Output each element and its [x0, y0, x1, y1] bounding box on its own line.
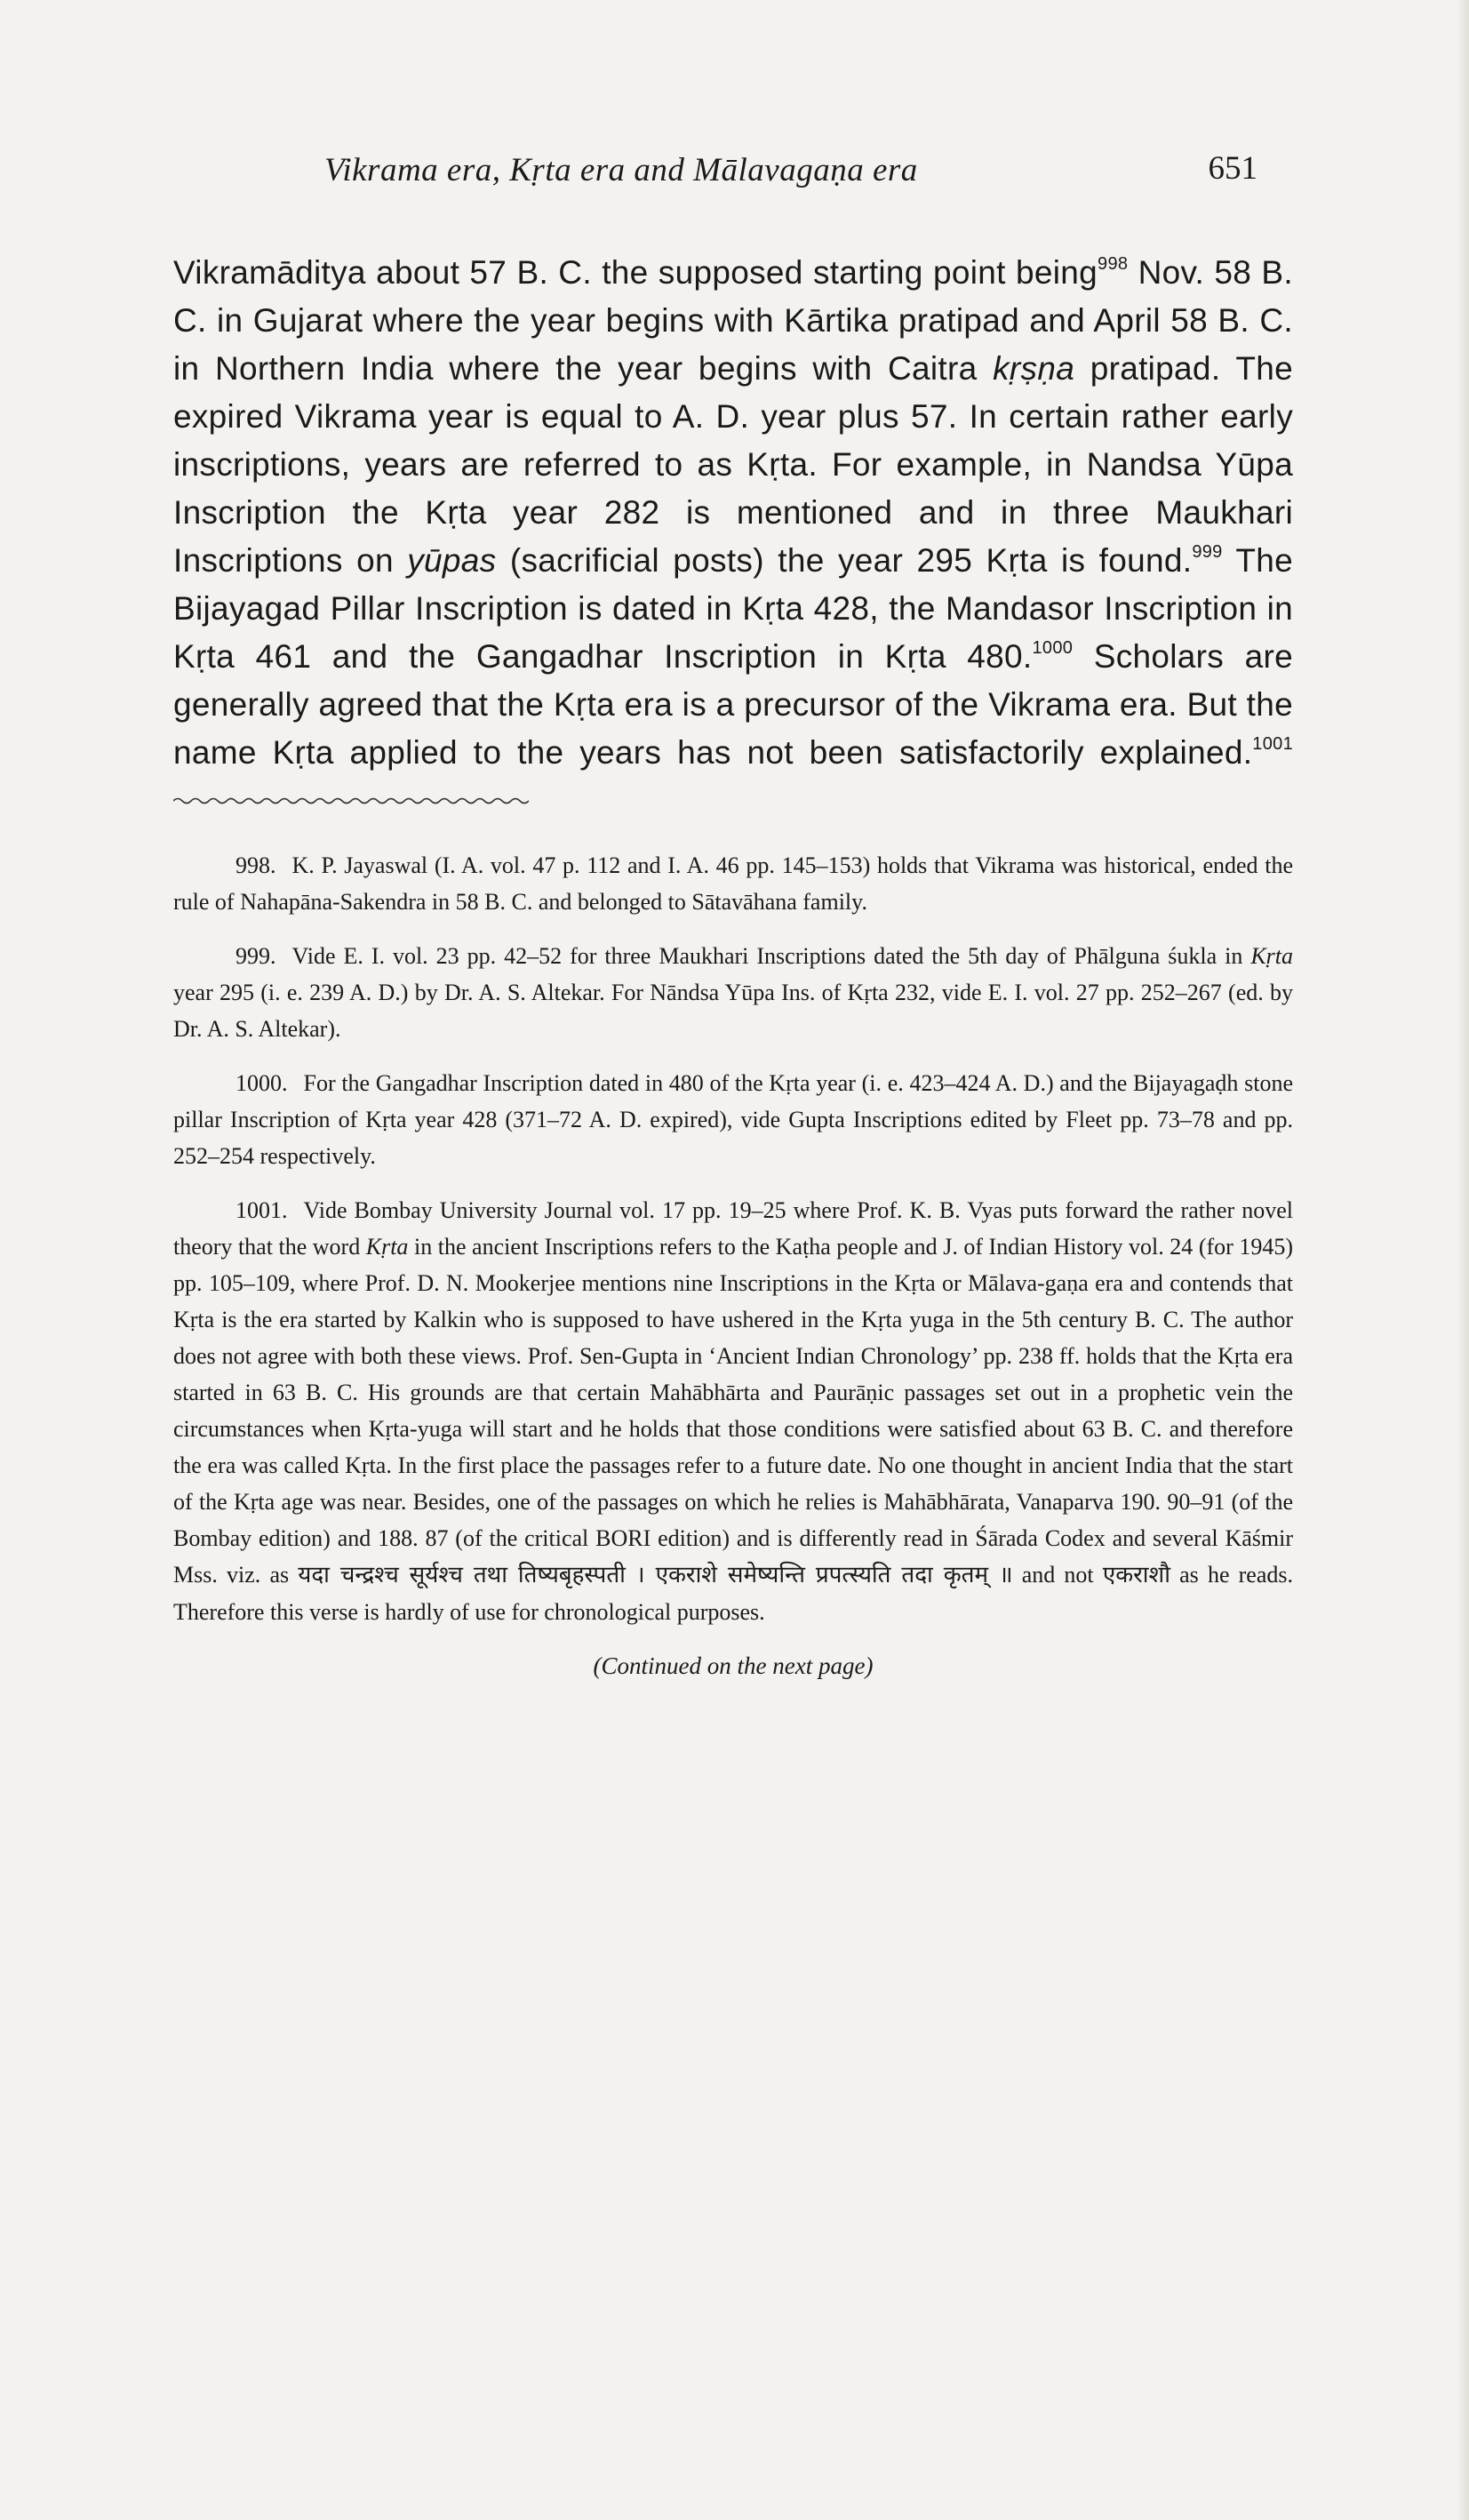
footnote-text: For the Gangadhar Inscription dated in 480 of the Kṛta year (i. e. 423–424 A. D.) and the Bijayagaḍh stone pillar Inscription of Kṛta year 428 (371–72 A. D. expired), vide Gupta Inscriptions edited by Fleet pp. 73–78 and pp. 252–254 respectively. [173, 1070, 1293, 1169]
page [173, 142, 1293, 1684]
continued-note: (Continued on the next page) [593, 1652, 874, 1679]
footnote-number: 1000. [236, 1070, 288, 1096]
footnote-divider [173, 796, 529, 805]
footnote-number: 1001. [236, 1197, 288, 1223]
body-text-2: Nov. 58 B. C. in Gujarat where the year begins with Kārtika pratipad and April 58 B. C. in Northern India where the year begins with Caitra [173, 254, 1293, 387]
italic-term-yupas: yūpas [407, 542, 497, 579]
footnote-text: in the ancient Inscriptions refers to the Kaṭha people and J. of Indian History vol. 24 (for 1945) pp. 105–109, where Prof. D. N. Mookerjee mentions nine Inscriptions in the Kṛta or Mālava-gaṇa era and contends that Kṛta is the era started by Kalkin who is supposed to have ushered in the Kṛta yuga in the 5th century B. C. The author does not agree with both these views. Prof. Sen-Gupta in ‘Ancient Indian Chronology’ pp. 238 ff. holds that the Kṛta era started in 63 B. C. His grounds are that certain Mahābhārta and Paurāṇic passages set out in a prophetic vein the circumstances when Kṛta-yuga will start and he holds that those conditions were satisfied about 63 B. C. and therefore the era was called Kṛta. In the first place the passages refer to a future date. No one thought in ancient India that the start of the Kṛta age was near. Besides, one of the passages on which he relies is Mahābhārata, Vanaparva 190. 90–91 (of the Bombay edition) and 188. 87 (of the critical BORI edition) and is differently read in Śārada Codex and several Kāśmir Mss. viz. as [173, 1234, 1293, 1588]
footnote-998 [173, 847, 1293, 920]
footnote-ref-1000: 1000 [1032, 638, 1074, 658]
footnote-text: year 295 (i. e. 239 A. D.) by Dr. A. S. Altekar. For Nāndsa Yūpa Ins. of Kṛta 232, vide E. I. vol. 27 pp. 252–267 (ed. by Dr. A. S. Altekar). [173, 980, 1293, 1042]
footnote-italic-term: Kṛta [1250, 943, 1293, 969]
footnote-text: and not [1012, 1562, 1103, 1588]
footnote-italic-term: Kṛta [365, 1234, 409, 1260]
footnote-ref-998: 998 [1098, 254, 1129, 274]
footnote-number: 999. [236, 943, 276, 969]
running-head [173, 142, 1293, 204]
footnote-1001 [173, 1192, 1293, 1630]
footnote-text: Vide E. I. vol. 23 pp. 42–52 for three Maukhari Inscriptions dated the 5th day of Phālguna śukla in [291, 943, 1251, 969]
italic-term-krsna: kṛṣṇa [993, 350, 1075, 387]
footnotes [173, 847, 1293, 1684]
sanskrit-word: एकराशौ [1102, 1562, 1170, 1588]
footnote-ref-999: 999 [1192, 542, 1223, 562]
body-text-1: Vikramāditya about 57 B. C. the supposed starting point being [173, 254, 1098, 291]
footnote-text: K. P. Jayaswal (I. A. vol. 47 p. 112 and I. A. 46 pp. 145–153) holds that Vikrama was historical, ended the rule of Nahapāna-Sakendra in 58 B. C. and belonged to Sātavāhana family. [173, 852, 1293, 915]
body-text-4: (sacrificial posts) the year 295 Kṛta is found. [496, 542, 1193, 579]
sanskrit-verse: यदा चन्द्रश्च सूर्यश्च तथा तिष्यबृहस्पती । एकराशे समेष्यन्ति प्रपत्स्यति तदा कृतम् ॥ [298, 1562, 1013, 1588]
running-title: Vikrama era, Kṛta era and Mālavagaṇa era [324, 152, 918, 188]
footnote-text: Vide Bombay University Journal vol. 17 pp. 19–25 where Prof. K. B. Vyas puts forward the rather novel theory that the word [173, 1197, 1293, 1260]
footnote-text: as he reads. Therefore this verse is hardly of use for chronological purposes. [173, 1562, 1294, 1625]
footnote-999 [173, 938, 1293, 1047]
body-text-3: pratipad. The expired Vikrama year is equal to A. D. year plus 57. In certain rather early inscriptions, years are referred to as Kṛta. For example, in Nandsa Yūpa Inscription the Kṛta year 282 is mentioned and in three Maukhari Inscriptions on [173, 350, 1293, 579]
scan-edge [1457, 0, 1469, 2520]
footnote-1000 [173, 1065, 1293, 1174]
page-number: 651 [1208, 150, 1257, 187]
body-text-6: Scholars are generally agreed that the Kṛta era is a precursor of the Vikrama era. But the name Kṛta applied to the years has not been satisfactorily explained. [173, 638, 1293, 771]
main-paragraph [173, 249, 1293, 777]
footnote-number: 998. [236, 852, 276, 878]
footnote-ref-1001: 1001 [1252, 734, 1293, 754]
body-text-5: The Bijayagad Pillar Inscription is dated in Kṛta 428, the Mandasor Inscription in Kṛta 461 and the Gangadhar Inscription in Kṛta 480. [173, 542, 1293, 675]
